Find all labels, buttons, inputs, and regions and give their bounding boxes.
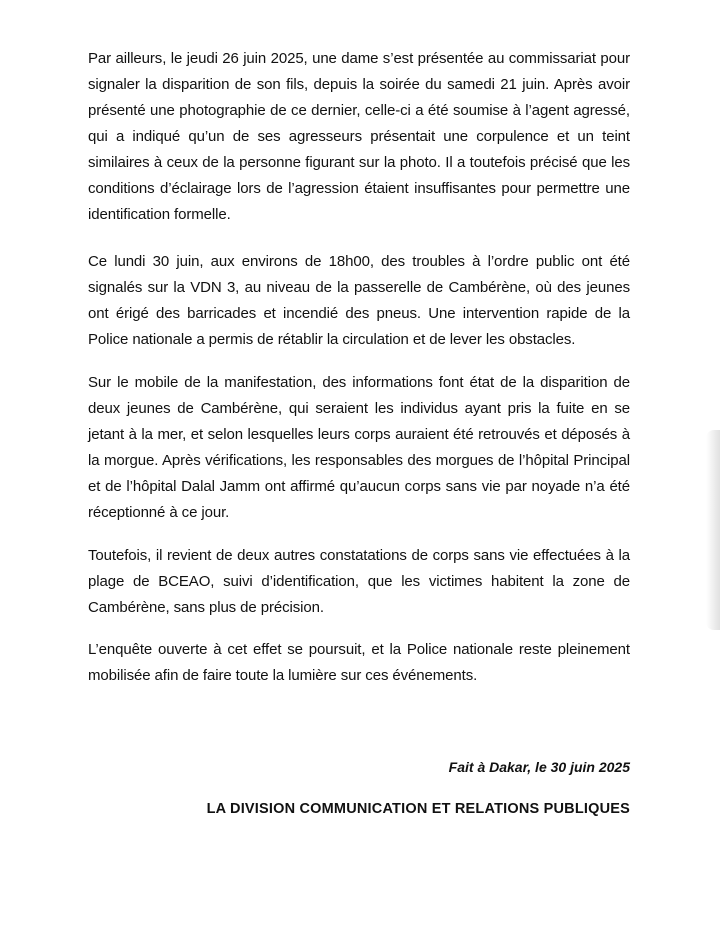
paragraph-investigation-ongoing: L’enquête ouverte à cet effet se poursuit, et la Police nationale reste pleinement mobilisée afin de faire toute la lumière sur ces événements. (88, 641, 630, 684)
paragraph-bodies-found: Toutefois, il revient de deux autres constatations de corps sans vie effectuées à la plage de BCEAO, suivi d’identification, que les victimes habitent la zone de Cambérène, sans plus de précision. (88, 547, 630, 616)
page-edge-shadow (706, 430, 720, 630)
signoff-division: LA DIVISION COMMUNICATION ET RELATIONS PUBLIQUES (206, 801, 630, 817)
paragraph-disappearance-report: Par ailleurs, le jeudi 26 juin 2025, une dame s’est présentée au commissariat pour signaler la disparition de son fils, depuis la soirée du samedi 21 juin. Après avoir présenté une photographie de ce dernier, celle-ci a été soumise à l’agent agressé, qui a indiqué qu’un de ses agresseurs présentait une corpulence et un teint similaires à ceux de la personne figurant sur la photo. Il a toutefois précisé que les conditions d’éclairage lors de l’agression étaient insuffisantes pour permettre une identification formelle. (88, 50, 630, 223)
paragraph-protest-motive: Sur le mobile de la manifestation, des informations font état de la disparition de deux jeunes de Cambérène, qui seraient les individus ayant pris la fuite en se jetant à la mer, et selon lesquelles leurs corps auraient été retrouvés et déposés à la morgue. Après vérifications, les responsables des morgues de l’hôpital Principal et de l’hôpital Dalal Jamm ont affirmé qu’aucun corps sans vie par noyade n’a été réceptionné à ce jour. (88, 374, 630, 521)
signoff-place-date: Fait à Dakar, le 30 juin 2025 (448, 759, 630, 775)
paragraph-public-disorder: Ce lundi 30 juin, aux environs de 18h00, des troubles à l’ordre public ont été signalés sur la VDN 3, au niveau de la passerelle de Cambérène, où des jeunes ont érigé des barricades et incendié des pneus. Une intervention rapide de la Police nationale a permis de rétablir la circulation et de lever les obstacles. (88, 253, 630, 348)
